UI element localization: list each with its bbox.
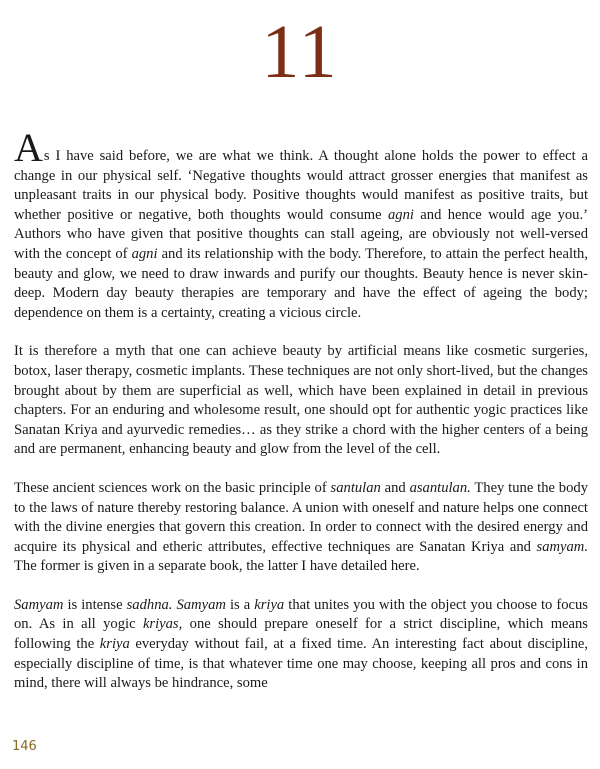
text-run: one should prepare oneself for a strict discipline, which means following the [14,616,588,653]
text-run: is intense [63,596,127,613]
body-text [14,125,588,713]
text-run-italic: samyam. [536,538,588,555]
chapter-number: 11 [261,10,339,94]
text-run: It is therefore a myth that one can achieve beauty by artificial means like cosmetic surgeries, botox, laser therapy, cosmetic implants. These techniques are not only short-lived, but the changes brought about by them are superficial as well, which have been explained in detail in previous chapters. For an enduring and wholesome result, one should opt for authentic yogic practices like Sanatan Kriya and ayurvedic remedies… as they strike a chord with the higher centers of a being and are permanent, enhancing beauty and glow from the level of the cell. [14,343,588,458]
paragraph [14,479,588,577]
text-run: everyday without fail, at a fixed time. An interesting fact about discipline, especially discipline of time, is that whatever time one may choose, keeping all pros and cons in mind, there will always be hindrance, some [14,636,588,692]
text-run-italic: sadhna. Samyam [126,596,226,613]
text-run: and [380,479,410,496]
page-number: 146 [12,739,37,754]
text-run: s I have said before, we are what we think. A thought alone holds the power to effect a change in our physical self. ‘Negative thoughts would attract grosser energies that manifest as unpleasant traits in our physical body. Positive thoughts would manifest as positive traits, but whether positive or negative, both thoughts would consume [14,148,588,223]
text-run-italic: agni [387,206,414,223]
text-run-italic: asantulan. [409,479,471,496]
drop-cap: A [14,125,43,170]
text-run-italic: agni [131,245,158,262]
text-run-italic: kriya [99,636,130,653]
paragraph [14,342,588,460]
text-run: that unites you with the object you choose to focus on. As in all yogic [14,596,588,633]
text-run: and hence would age you.’ Authors who have given that positive thoughts can stall ageing, are obviously not well-versed with the concept of [14,206,588,262]
text-run: and its relationship with the body. Therefore, to attain the perfect health, beauty and glow, we need to draw inwards and purify our thoughts. Beauty hence is never skin-deep. Modern day beauty therapies are temporary and have the effect of ageing the body; dependence on them is a certainty, creating a vicious circle. [14,245,588,321]
text-run: The former is given in a separate book, the latter I have detailed here. [14,558,420,575]
text-run: is a [225,596,255,613]
text-run-italic: kriyas, [142,616,183,633]
text-run-italic: Samyam [14,596,64,613]
paragraph [14,125,588,323]
paragraph [14,596,588,694]
text-run: They tune the body to the laws of nature thereby restoring balance. A union with oneself and nature helps one connect with the divine energies that govern this creation. In order to connect with the desired energy and acquire its physical and etheric attributes, effective techniques are Sanatan Kriya and [14,479,588,555]
text-run: These ancient sciences work on the basic principle of [14,479,331,496]
text-run-italic: santulan [330,479,381,496]
text-run-italic: kriya [254,596,285,613]
